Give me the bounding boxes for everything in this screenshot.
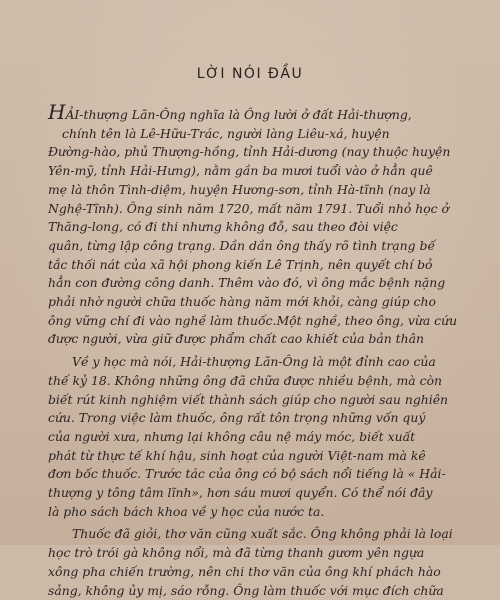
text-line: Đường-hào, phủ Thượng-hồng, tỉnh Hải-dương (nay thuộc huyện [48,144,451,160]
text-line: là pho sách bách khoa về y học của nước ta. [48,503,325,519]
text-line: xông pha chiến trường, nên chi thơ văn của ông khí phách hào [48,563,441,579]
text-line: đơn bốc thuốc. Trước tác của ông có bộ sách nổi tiếng là « Hải- [48,466,446,482]
text-line: mẹ là thôn Tình-diệm, huyện Hương-sơn, tỉnh Hà-tĩnh (nay là [48,181,431,197]
text-line: chính tên là Lê-Hữu-Trác, người làng Liêu-xá, huyện [62,125,390,141]
paragraph-2 [48,353,462,521]
paragraph-3 [48,525,462,600]
text-line: được người, vừa giữ được phẩm chất cao khiết của bản thân [48,331,424,347]
text-line: sảng, không ủy mị, sáo rỗng. Ông làm thuốc với mục đích chữa [48,582,444,598]
paragraph-1 [48,100,462,349]
text-line: quân, từng lập công trạng. Dần dần ông thấy rõ tình trạng bế [48,237,436,253]
text-line: cứu. Trong việc làm thuốc, ông rất tôn trọng những vốn quý [48,410,426,426]
text-line: Thăng-long, có đi thi nhưng không đỗ, sau theo đòi việc [48,219,398,235]
page-title: LỜI NÓI ĐẦU [196,66,304,82]
text-line: hẳn con đường công danh. Thêm vào đó, vì ông mắc bệnh nặng [48,275,446,291]
text-line: thế kỷ 18. Không những ông đã chữa được nhiều bệnh, mà còn [48,372,443,388]
text-line: Về y học mà nói, Hải-thượng Lãn-Ông là một đỉnh cao của [72,354,436,370]
text-line: thượng y tông tâm lĩnh», hơn sáu mươi quyển. Có thể nói đây [48,485,433,501]
text-line: của người xưa, nhưng lại không câu nệ máy móc, biết xuất [48,428,416,444]
text-line: phải nhờ người chữa thuốc hàng năm mới khỏi, càng giúp cho [48,294,436,310]
text-line: tắc thối nát của xã hội phong kiến Lê Trịnh, nên quyết chí bỏ [48,256,433,272]
body-text [48,100,462,600]
text-line: Thuốc đã giỏi, thơ văn cũng xuất sắc. Ông không phải là loại [72,526,453,542]
drop-cap: H [48,100,66,124]
text-line: ông vững chí đi vào nghề làm thuốc.Một nghề, theo ông, vừa cứu [48,312,458,328]
text-line: biết rút kinh nghiệm viết thành sách giúp cho người sau nghiên [48,391,449,407]
text-line: Yên-mỹ, tỉnh Hải-Hưng), nằm gần ba mươi tuổi vào ở hẳn quê [48,163,433,179]
text-line: phát từ thực tế khí hậu, sinh hoạt của người Việt-nam mà kê [48,447,426,463]
text-line: HẢI-thượng Lãn-Ông nghĩa là Ông lười ở đất Hải-thượng, [48,100,412,124]
text-line: Nghệ-Tĩnh). Ông sinh năm 1720, mất năm 1791. Tuổi nhỏ học ở [48,200,450,216]
text-line: học trò trói gà không nổi, mà đã từng thanh gươm yên ngựa [48,545,425,561]
